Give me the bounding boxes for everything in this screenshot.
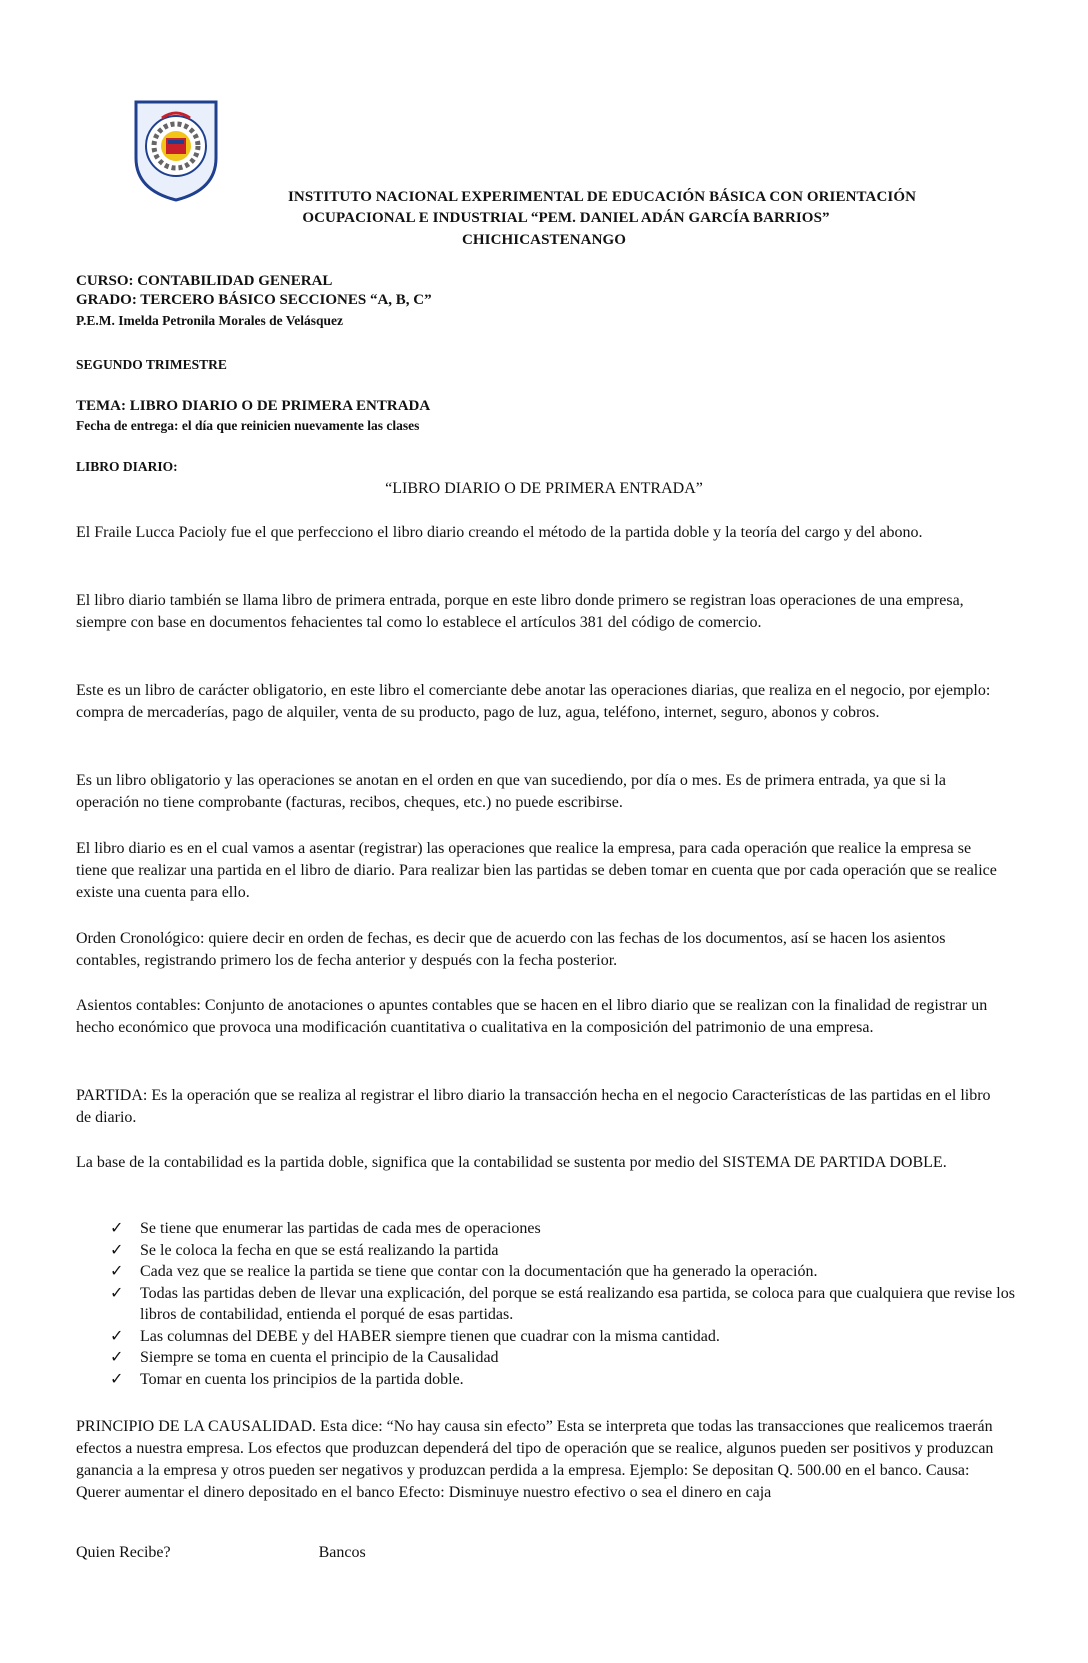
checklist-item: ✓ Se tiene que enumerar las partidas de cada mes de operaciones — [110, 1218, 1020, 1240]
paragraph-1: El Fraile Lucca Pacioly fue el que perfecciono el libro diario creando el método de la partida doble y la teoría del cargo y del abono. — [76, 524, 923, 541]
header-line-2: OCUPACIONAL E INDUSTRIAL “PEM. DANIEL ADÁN GARCÍA BARRIOS” — [302, 210, 830, 226]
partidas-checklist — [110, 1218, 1020, 1390]
checkmark-icon: ✓ — [110, 1220, 124, 1237]
checkmark-icon: ✓ — [110, 1370, 124, 1388]
header-line-3: CHICHICASTENANGO — [461, 232, 627, 248]
institute-seal-logo — [132, 98, 220, 202]
quien-recibe-row — [76, 1544, 366, 1562]
checklist-item: ✓ Cada vez que se realice la partida se tiene que contar con la documentación que ha generado la operación. — [110, 1261, 1020, 1283]
paragraph-4: Es un libro obligatorio y las operaciones se anotan en el orden en que van sucediendo, por día o mes. Es de primera entrada, ya que si la operación no tiene comprobante (facturas, recibos, cheques, etc.) no puede escribirse. — [76, 772, 946, 811]
checkmark-icon: ✓ — [110, 1241, 124, 1259]
fecha-entrega-label: Fecha de entrega: el día que reinicien nuevamente las clases — [76, 418, 420, 433]
quien-recibe-value: Bancos — [318, 1544, 366, 1561]
curso-label: CURSO: CONTABILIDAD GENERAL — [76, 273, 333, 289]
document-subtitle: “LIBRO DIARIO O DE PRIMERA ENTRADA” — [385, 480, 703, 497]
checkmark-icon: ✓ — [110, 1349, 124, 1366]
profesora-label: P.E.M. Imelda Petronila Morales de Velásquez — [76, 313, 343, 328]
paragraph-6: Orden Cronológico: quiere decir en orden de fechas, es decir que de acuerdo con las fechas de los documentos, así se hacen los asientos contables, registrando primero los de fecha anterior y después con la fecha posterior. — [76, 930, 946, 969]
checklist-item: ✓ Siempre se toma en cuenta el principio de la Causalidad — [110, 1347, 1020, 1369]
libro-diario-label: LIBRO DIARIO: — [76, 459, 178, 474]
quien-recibe-label: Quien Recibe? — [76, 1544, 171, 1561]
checkmark-icon: ✓ — [110, 1284, 124, 1302]
paragraph-2: El libro diario también se llama libro de primera entrada, porque en este libro donde primero se registran loas operaciones de una empresa, siempre con base en documentos fehacientes tal como lo establece el artículos 381 del código de comercio. — [76, 592, 964, 631]
paragraph-5: El libro diario es en el cual vamos a asentar (registrar) las operaciones que realice la empresa, para cada operación que realice la empresa se tiene que realizar una partida en el libro de diario. Para realizar bien las partidas se deben tomar en cuenta que por cada operación que se realice existe una cuenta para ello. — [76, 840, 997, 901]
checkmark-icon: ✓ — [110, 1327, 124, 1345]
trimestre-label: SEGUNDO TRIMESTRE — [76, 357, 227, 372]
grado-label: GRADO: TERCERO BÁSICO SECCIONES “A, B, C” — [76, 292, 432, 308]
checklist-item: ✓ Todas las partidas deben de llevar una explicación, del porque se está realizando esa partida, se coloca para que cualquiera que revise los libros de contabilidad, entienda el porqué de esas partidas. — [110, 1284, 1015, 1323]
paragraph-7: Asientos contables: Conjunto de anotaciones o apuntes contables que se hacen en el libro diario que se realizan con la finalidad de registrar un hecho económico que provoca una modificación cuantitativa o cualitativa en la composición del patrimonio de una empresa. — [76, 997, 988, 1036]
paragraph-9: La base de la contabilidad es la partida doble, significa que la contabilidad se sustenta por medio del SISTEMA DE PARTIDA DOBLE. — [76, 1154, 947, 1171]
paragraph-8: PARTIDA: Es la operación que se realiza al registrar el libro diario la transacción hecha en el negocio Características de las partidas en el libro de diario. — [76, 1087, 991, 1126]
checkmark-icon: ✓ — [110, 1263, 124, 1280]
checklist-item: ✓ Tomar en cuenta los principios de la partida doble. — [110, 1369, 1020, 1391]
tema-label: TEMA: LIBRO DIARIO O DE PRIMERA ENTRADA — [76, 398, 431, 414]
checklist-item: ✓ Se le coloca la fecha en que se está realizando la partida — [110, 1240, 1020, 1262]
checklist-item: ✓ Las columnas del DEBE y del HABER siempre tienen que cuadrar con la misma cantidad. — [110, 1326, 1020, 1348]
paragraph-causalidad: PRINCIPIO DE LA CAUSALIDAD. Esta dice: “No hay causa sin efecto” Esta se interpreta que todas las transacciones que realicemos traerán efectos a nuestra empresa. Los efectos que produzcan dependerá del tipo de operación que se realice, algunos pueden ser positivos y produzcan ganancia a la empresa y otros pueden ser negativos y produzcan perdida a la empresa. Ejemplo: Se depositan Q. 500.00 en el banco. Causa: Querer aumentar el dinero depositado en el banco Efecto: Disminuye nuestro efectivo o sea el dinero en caja — [76, 1418, 994, 1501]
paragraph-3: Este es un libro de carácter obligatorio, en este libro el comerciante debe anotar las operaciones diarias, que realiza en el negocio, por ejemplo: compra de mercaderías, pago de alquiler, venta de su producto, pago de luz, agua, teléfono, internet, seguro, abonos y cobros. — [76, 682, 991, 721]
header-line-1: INSTITUTO NACIONAL EXPERIMENTAL DE EDUCACIÓN BÁSICA CON ORIENTACIÓN — [287, 189, 917, 205]
